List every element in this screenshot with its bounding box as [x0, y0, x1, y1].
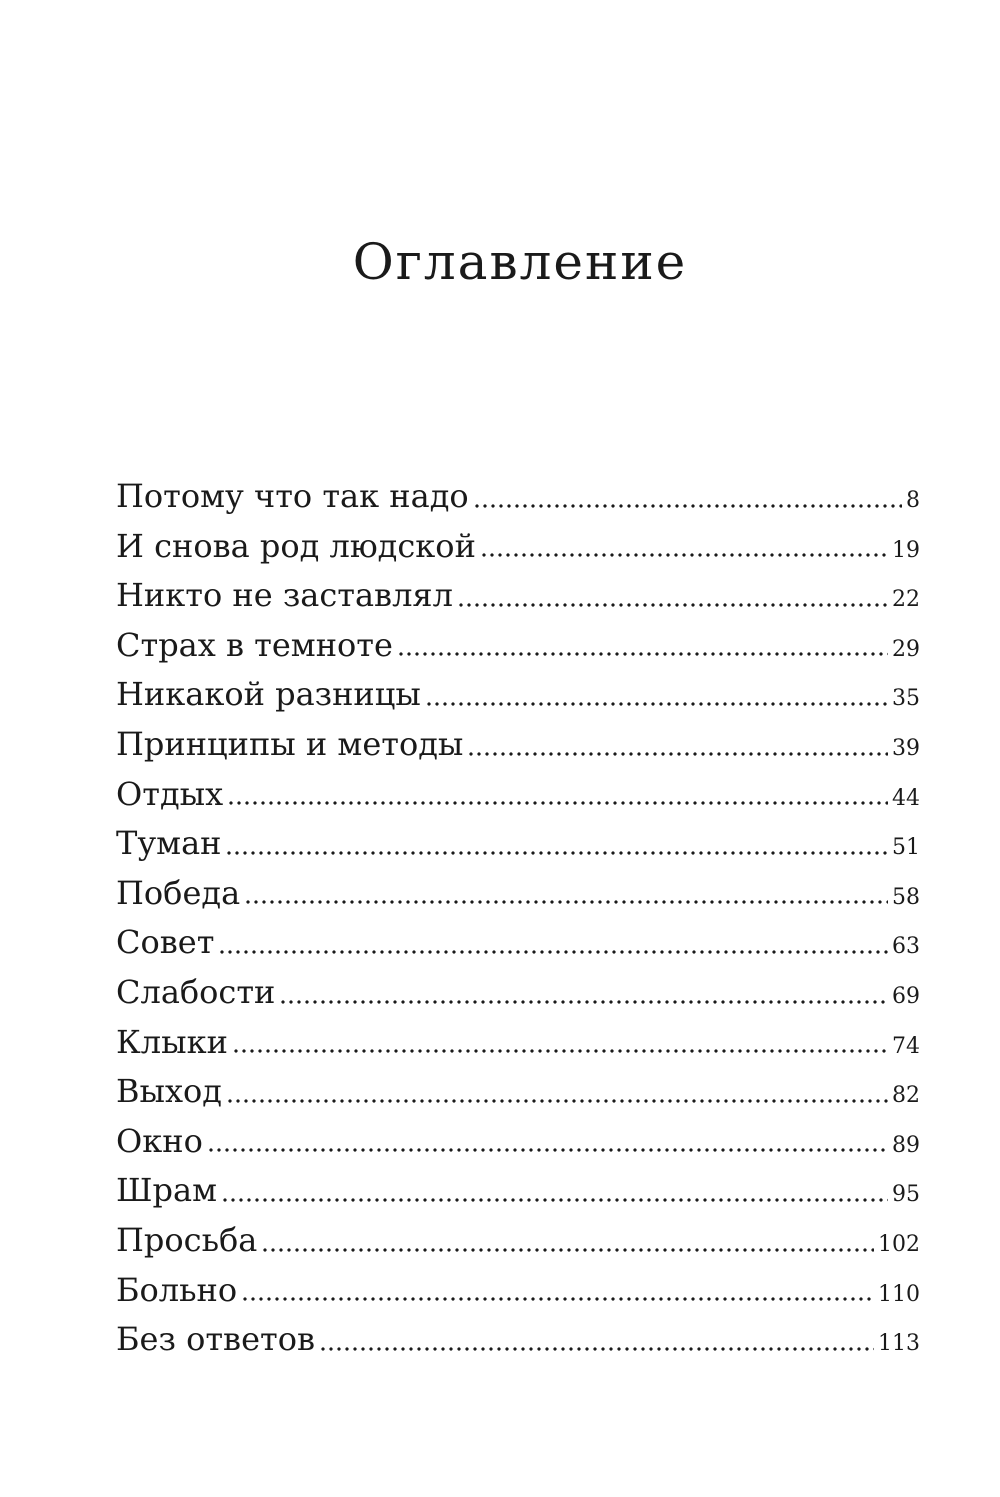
- toc-entry-title: Никто не заставлял: [116, 576, 453, 615]
- dot-leader: [261, 1248, 874, 1252]
- toc-entry[interactable]: [116, 819, 920, 869]
- toc-entry[interactable]: [116, 1166, 920, 1216]
- toc-entry-page: 22: [892, 587, 920, 613]
- toc-entry-page: 69: [892, 983, 920, 1009]
- table-of-contents: [116, 472, 920, 1365]
- dot-leader: [397, 652, 888, 656]
- toc-entry-page: 113: [878, 1331, 920, 1357]
- toc-entry-page: 44: [892, 785, 920, 811]
- toc-entry-page: 29: [892, 636, 920, 662]
- toc-entry-title: Клыки: [116, 1022, 228, 1061]
- toc-entry[interactable]: [116, 720, 920, 770]
- toc-entry-title: Отдых: [116, 774, 224, 813]
- toc-entry[interactable]: [116, 1266, 920, 1316]
- toc-entry-title: Победа: [116, 873, 241, 912]
- toc-entry-page: 63: [892, 934, 920, 960]
- toc-entry-title: Туман: [116, 824, 222, 863]
- toc-entry-title: Совет: [116, 923, 215, 962]
- toc-entry-title: Просьба: [116, 1220, 258, 1259]
- toc-entry-title: Потому что так надо: [116, 477, 469, 515]
- dot-leader: [232, 1049, 888, 1053]
- toc-entry-title: Окно: [116, 1121, 203, 1160]
- dot-leader: [226, 1099, 888, 1103]
- dot-leader: [480, 553, 888, 557]
- toc-entry-title: Принципы и методы: [116, 724, 464, 763]
- dot-leader: [467, 752, 888, 756]
- toc-entry-page: 51: [892, 835, 920, 861]
- toc-entry[interactable]: [116, 472, 920, 522]
- toc-entry[interactable]: [116, 670, 920, 720]
- toc-entry[interactable]: [116, 621, 920, 671]
- toc-entry[interactable]: [116, 968, 920, 1018]
- toc-entry-page: 35: [892, 686, 920, 712]
- dot-leader: [207, 1148, 888, 1152]
- toc-entry[interactable]: [116, 571, 920, 621]
- toc-entry-page: 110: [878, 1281, 920, 1307]
- toc-entry[interactable]: [116, 1067, 920, 1117]
- dot-leader: [218, 950, 888, 954]
- toc-entry-page: 19: [892, 537, 920, 563]
- toc-entry-page: 58: [892, 884, 920, 910]
- toc-entry-page: 8: [906, 488, 920, 513]
- toc-entry-page: 74: [892, 1033, 920, 1059]
- toc-entry-title: Шрам: [116, 1171, 217, 1210]
- toc-entry[interactable]: [116, 869, 920, 919]
- toc-entry-title: Страх в темноте: [116, 625, 393, 664]
- dot-leader: [319, 1347, 874, 1351]
- dot-leader: [279, 1000, 888, 1004]
- toc-entry-title: Без ответов: [116, 1320, 315, 1359]
- toc-entry[interactable]: [116, 770, 920, 820]
- dot-leader: [244, 900, 888, 904]
- page-title: Оглавление: [352, 233, 688, 291]
- dot-leader: [221, 1198, 888, 1202]
- toc-entry-page: 39: [892, 735, 920, 761]
- toc-entry-page: 82: [892, 1083, 920, 1109]
- toc-entry[interactable]: [116, 1315, 920, 1365]
- dot-leader: [241, 1297, 874, 1301]
- toc-entry-page: 89: [892, 1132, 920, 1158]
- dot-leader: [473, 504, 902, 508]
- toc-entry-page: 102: [878, 1231, 920, 1257]
- dot-leader: [225, 851, 888, 855]
- toc-entry[interactable]: [116, 1117, 920, 1167]
- toc-entry[interactable]: [116, 522, 920, 572]
- toc-entry[interactable]: [116, 1018, 920, 1068]
- dot-leader: [457, 603, 888, 607]
- toc-entry-page: 95: [892, 1182, 920, 1208]
- toc-entry[interactable]: [116, 1216, 920, 1266]
- toc-entry-title: И снова род людской: [116, 526, 476, 565]
- toc-entry-title: Больно: [116, 1270, 238, 1309]
- dot-leader: [227, 801, 888, 805]
- toc-entry-title: Слабости: [116, 972, 276, 1011]
- toc-entry-title: Никакой разницы: [116, 675, 421, 714]
- dot-leader: [425, 702, 888, 706]
- toc-entry[interactable]: [116, 918, 920, 968]
- toc-entry-title: Выход: [116, 1072, 222, 1111]
